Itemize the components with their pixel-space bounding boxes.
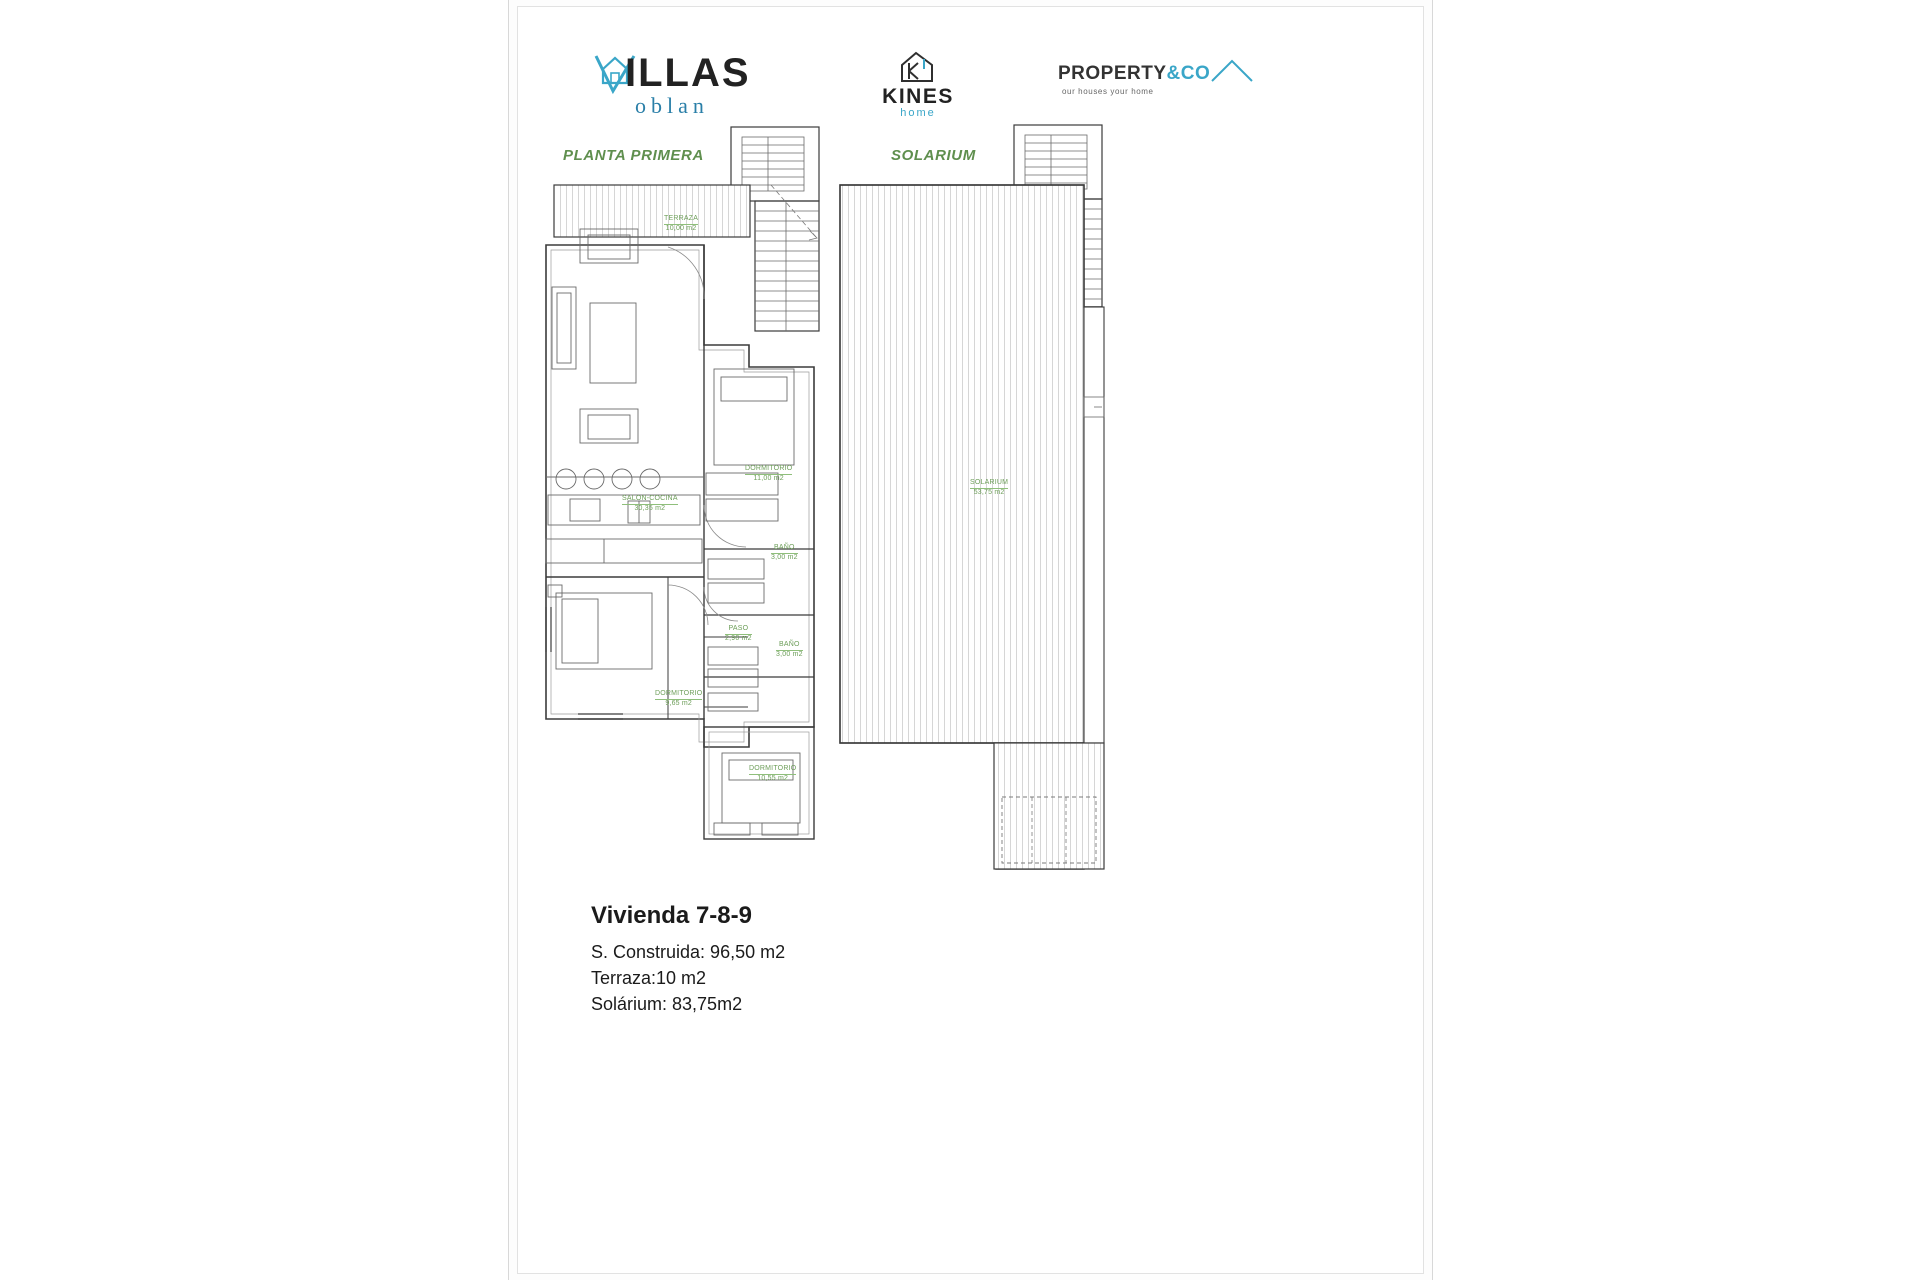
room-area: 10,55 m2: [749, 774, 796, 784]
caption-line-terraza: Terraza:10 m2: [591, 968, 707, 989]
property-wordmark: [1058, 63, 1210, 85]
section-title-solarium: SOLARIUM: [891, 147, 976, 164]
caption-line-construida: S. Construida: 96,50 m2: [591, 942, 786, 962]
room-label-solarium: [970, 479, 1008, 498]
room-label-bano-1: [771, 544, 798, 563]
caption-title: Vivienda 7-8-9: [591, 902, 752, 929]
room-label-paso: [725, 625, 752, 644]
room-name: BAÑO: [779, 641, 800, 648]
room-label-dormitorio-1: [745, 465, 792, 484]
document-sheet: [508, 0, 1433, 1280]
villas-wordmark: ILLAS: [625, 51, 751, 95]
floorplan-drawing: [518, 107, 1427, 897]
caption-line-solarium: Solárium: 83,75m2: [591, 994, 743, 1015]
property-word: PROPERTY: [1058, 63, 1167, 84]
room-area: 2,90 m2: [725, 634, 752, 642]
room-name: DORMITORIO: [749, 765, 797, 772]
kines-wordmark: KINES: [882, 85, 954, 108]
room-area: 3,00 m2: [771, 553, 798, 561]
room-name: SALON-COCINA: [622, 495, 678, 502]
noblan-wordmark: oblan: [635, 93, 709, 118]
room-name: PASO: [728, 625, 749, 632]
room-name: DORMITORIO: [745, 465, 793, 472]
room-label-bano-2: [776, 641, 803, 660]
room-label-salon-cocina: [622, 495, 678, 514]
room-label-dormitorio-2: [655, 690, 702, 709]
kines-tagline: home: [900, 107, 936, 119]
room-area: 10,00 m2: [665, 224, 697, 232]
room-area: 53,75 m2: [970, 488, 1008, 498]
room-area: 3,00 m2: [776, 650, 803, 658]
room-area: 30,35 m2: [622, 504, 678, 514]
room-label-dormitorio-3: [749, 765, 796, 784]
room-name: TERRAZA: [664, 215, 699, 222]
room-name: BAÑO: [774, 544, 795, 551]
room-name: DORMITORIO: [655, 690, 703, 697]
kines-house-icon: [898, 49, 938, 85]
caption-block: [591, 902, 1091, 1017]
property-amp: &CO: [1166, 63, 1211, 84]
room-label-terraza: [664, 215, 698, 234]
room-area: 11,00 m2: [745, 474, 792, 484]
room-area: 9,65 m2: [655, 699, 702, 709]
property-tagline: our houses your home: [1062, 87, 1154, 96]
section-title-planta-primera: PLANTA PRIMERA: [563, 147, 704, 164]
document-page: [517, 6, 1424, 1274]
room-name: SOLARIUM: [970, 479, 1009, 486]
roof-icon: [1210, 57, 1254, 83]
